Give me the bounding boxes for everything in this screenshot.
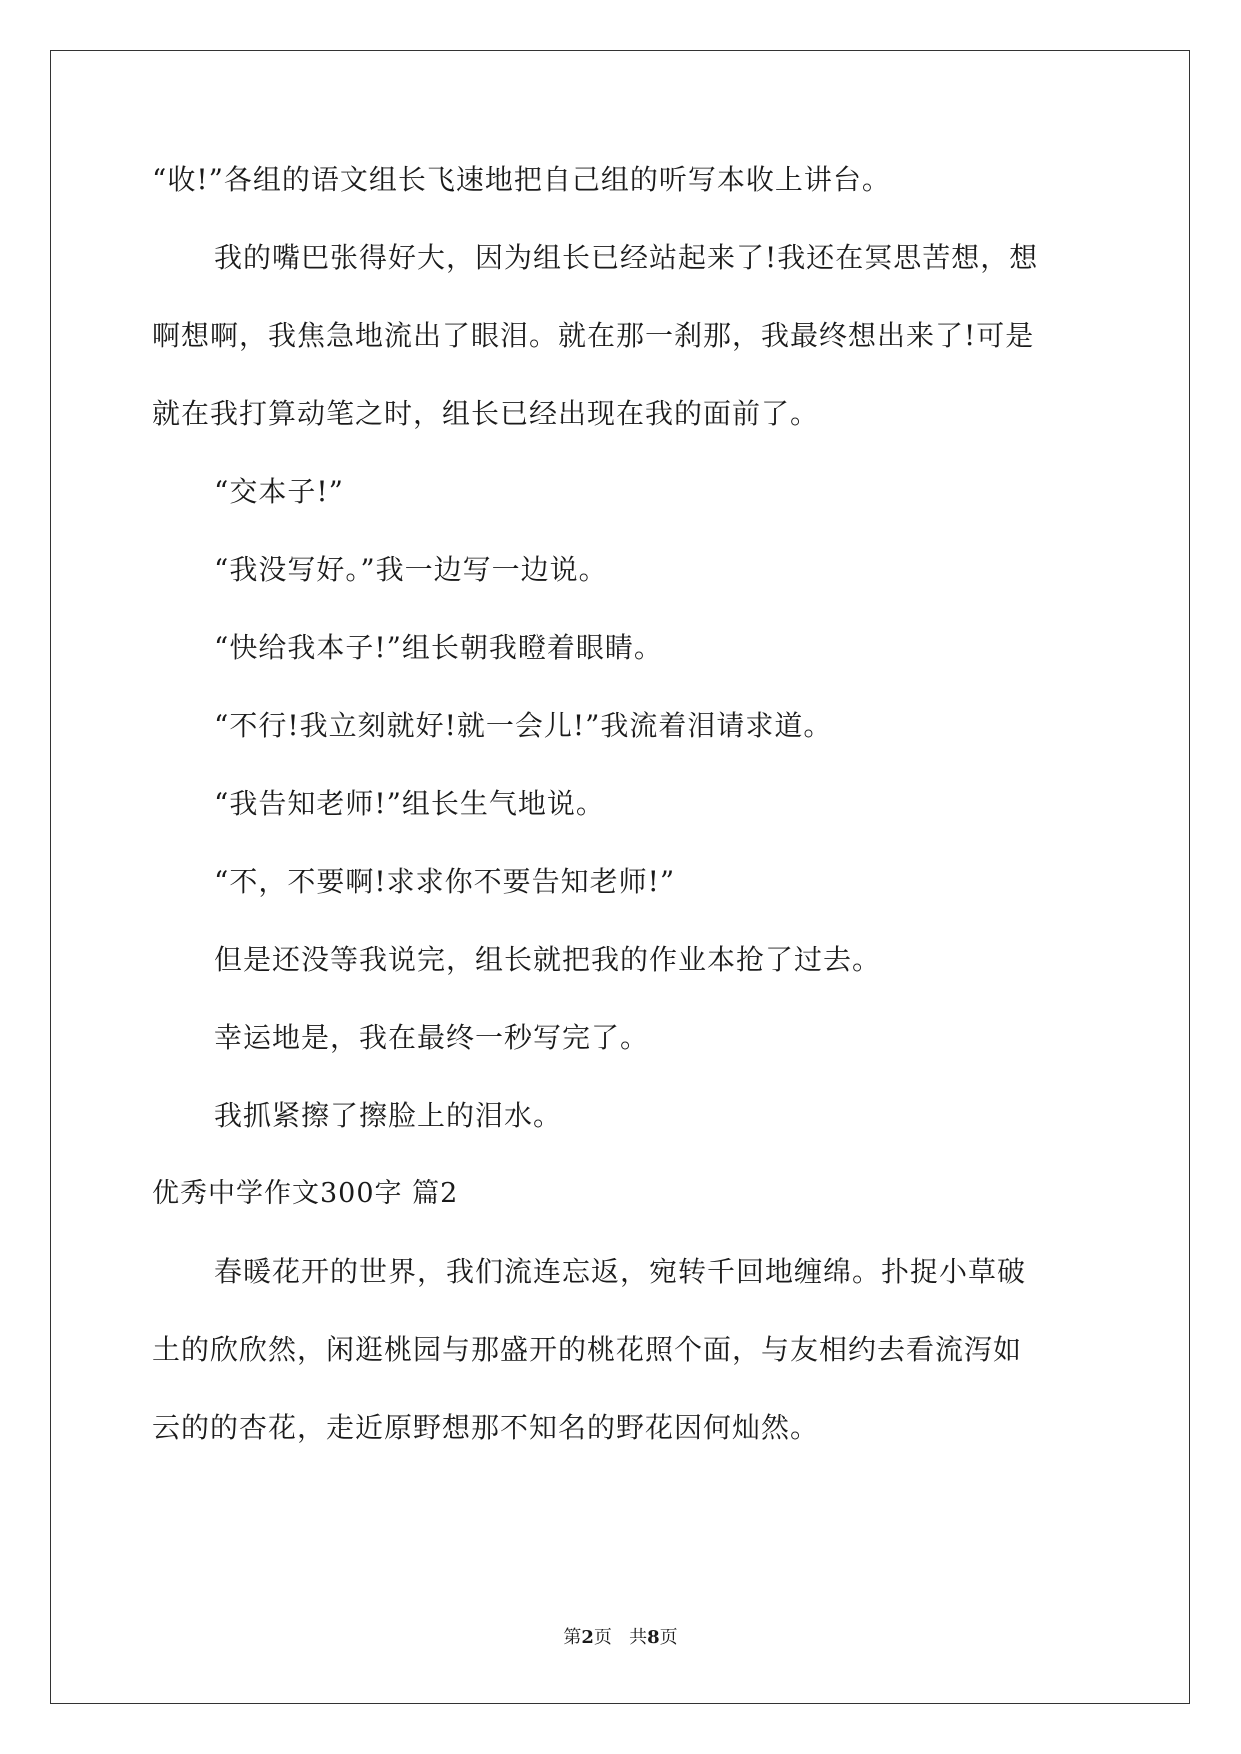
text-line: 云的的杏花，走近原野想那不知名的野花因何灿然。 [152, 1411, 820, 1444]
page-number: 2 [581, 1627, 594, 1648]
text-line: 我抓紧擦了擦脸上的泪水。 [214, 1099, 563, 1132]
text-line: 我的嘴巴张得好大，因为组长已经站起来了!我还在冥思苦想，想 [214, 241, 1039, 274]
text-line: 但是还没等我说完，组长就把我的作业本抢了过去。 [214, 943, 882, 976]
text-line: “不，不要啊!求求你不要告知老师!” [214, 865, 676, 898]
text-line: “我没写好。”我一边写一边说。 [214, 553, 608, 586]
text-line: “不行!我立刻就好!就一会儿!”我流着泪请求道。 [214, 709, 833, 742]
text-line: 土的欣欣然，闲逛桃园与那盛开的桃花照个面，与友相约去看流泻如 [152, 1333, 1023, 1366]
text-line: 春暖花开的世界，我们流连忘返，宛转千回地缠绵。扑捉小草破 [214, 1255, 1027, 1288]
text-line: 啊想啊，我焦急地流出了眼泪。就在那一刹那，我最终想出来了!可是 [152, 319, 1035, 352]
page-suffix: 页 [593, 1627, 612, 1648]
text-line: “收!”各组的语文组长飞速地把自己组的听写本收上讲台。 [152, 163, 891, 196]
text-line: “快给我本子!”组长朝我瞪着眼睛。 [214, 631, 663, 664]
total-prefix: 共 [629, 1627, 648, 1648]
total-pages: 8 [647, 1627, 660, 1648]
page-footer [0, 1626, 1241, 1650]
text-line: 幸运地是，我在最终一秒写完了。 [214, 1021, 650, 1054]
document-body [152, 160, 1092, 1486]
text-line: “我告知老师!”组长生气地说。 [214, 787, 605, 820]
text-line: 就在我打算动笔之时，组长已经出现在我的面前了。 [152, 397, 820, 430]
section-title: 优秀中学作文300字 篇2 [152, 1178, 459, 1209]
total-suffix: 页 [659, 1627, 678, 1648]
page-prefix: 第 [563, 1627, 582, 1648]
text-line: “交本子!” [214, 475, 344, 508]
